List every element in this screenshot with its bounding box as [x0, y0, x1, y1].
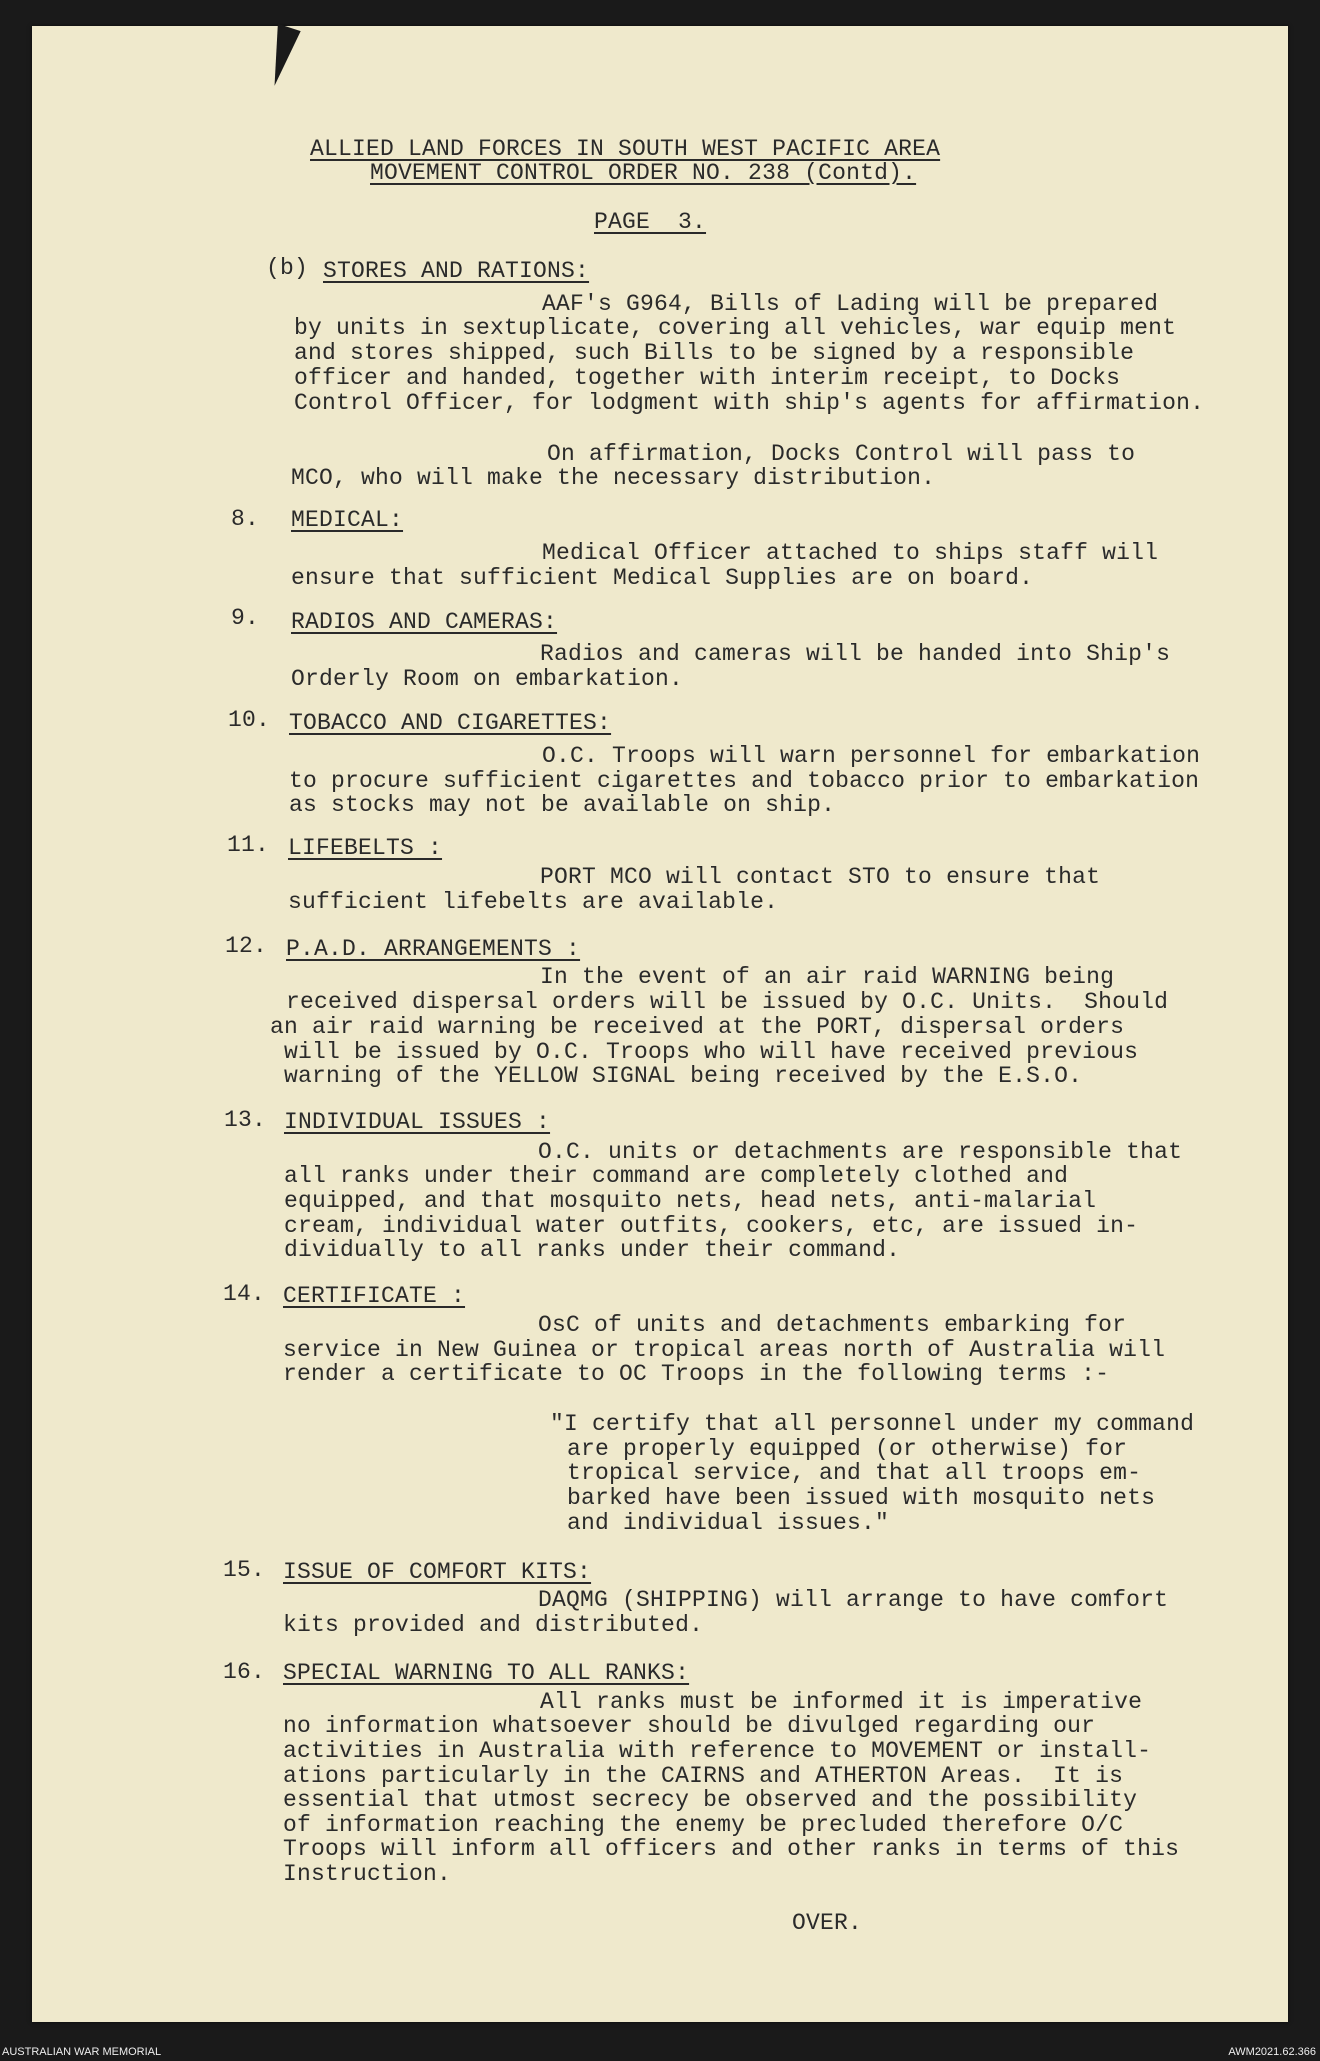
section-number: 11. — [227, 832, 270, 858]
section-number: 16. — [223, 1659, 266, 1685]
section-line: On affirmation, Docks Control will pass to — [547, 441, 1136, 467]
section-number: 15. — [223, 1557, 266, 1583]
section-title: MEDICAL: — [291, 507, 404, 533]
section-line: ensure that sufficient Medical Supplies are on board. — [291, 565, 1034, 591]
page-number: PAGE 3. — [594, 209, 707, 235]
section-line: Control Officer, for lodgment with ship's agents for affirmation. — [294, 390, 1205, 416]
footer-credit: AUSTRALIAN WAR MEMORIAL — [2, 2046, 162, 2058]
section-line: to procure sufficient cigarettes and tobacco prior to embarkation — [289, 768, 1200, 794]
section-number: 14. — [223, 1281, 266, 1307]
section-line: as stocks may not be available on ship. — [289, 792, 836, 818]
section-title: RADIOS AND CAMERAS: — [291, 609, 558, 635]
section-number: 10. — [228, 707, 271, 733]
section-line: O.C. Troops will warn personnel for embarkation — [542, 743, 1201, 769]
section-line: of information reaching the enemy be precluded therefore O/C — [283, 1812, 1124, 1838]
section-line: MCO, who will make the necessary distribution. — [291, 465, 936, 491]
section-line: dividually to all ranks under their command. — [284, 1237, 901, 1263]
section-line: by units in sextuplicate, covering all vehicles, war equip ment — [294, 315, 1177, 341]
section-line: warning of the YELLOW SIGNAL being received by the E.S.O. — [284, 1063, 1083, 1089]
section-line: In the event of an air raid WARNING being — [540, 964, 1115, 990]
section-title: TOBACCO AND CIGARETTES: — [289, 710, 612, 736]
certificate-quote: tropical service, and that all troops em- — [567, 1460, 1142, 1486]
section-line: will be issued by O.C. Troops who will have received previous — [284, 1039, 1139, 1065]
section-line: OsC of units and detachments embarking for — [538, 1312, 1127, 1338]
section-line: Instruction. — [283, 1861, 452, 1887]
section-line: O.C. units or detachments are responsible that — [538, 1139, 1183, 1165]
section-line: render a certificate to OC Troops in the following terms :- — [283, 1361, 1110, 1387]
section-line: Troops will inform all officers and other ranks in terms of this — [283, 1836, 1180, 1862]
header-line-2: MOVEMENT CONTROL ORDER NO. 238 (Contd). — [370, 160, 917, 186]
section-line: Medical Officer attached to ships staff will — [542, 540, 1159, 566]
section-line: officer and handed, together with interim receipt, to Docks — [294, 365, 1121, 391]
section-number: 8. — [231, 506, 260, 532]
over-marker: OVER. — [792, 1910, 863, 1936]
section-line: service in New Guinea or tropical areas north of Australia will — [283, 1337, 1166, 1363]
header-line-1: ALLIED LAND FORCES IN SOUTH WEST PACIFIC AREA — [310, 136, 941, 162]
section-line: and stores shipped, such Bills to be signed by a responsible — [294, 340, 1135, 366]
section-line: sufficient lifebelts are available. — [288, 889, 779, 915]
section-line: an air raid warning be received at the PORT, dispersal orders — [270, 1014, 1125, 1040]
certificate-quote: and individual issues." — [567, 1510, 890, 1536]
section-line: received dispersal orders will be issued by O.C. Units. Should — [286, 989, 1169, 1015]
section-line: Orderly Room on embarkation. — [291, 666, 684, 692]
section-title: ISSUE OF COMFORT KITS: — [283, 1559, 592, 1585]
section-number: (b) — [266, 255, 309, 281]
section-line: equipped, and that mosquito nets, head nets, anti-malarial — [284, 1188, 1097, 1214]
section-line: Radios and cameras will be handed into Ship's — [540, 641, 1171, 667]
certificate-quote: are properly equipped (or otherwise) for — [567, 1436, 1128, 1462]
section-line: ations particularly in the CAIRNS and ATHERTON Areas. It is — [283, 1763, 1124, 1789]
section-title: LIFEBELTS : — [288, 835, 443, 861]
section-number: 9. — [231, 605, 260, 631]
section-line: essential that utmost secrecy be observed and the possibility — [283, 1787, 1138, 1813]
section-title: P.A.D. ARRANGEMENTS : — [286, 936, 581, 962]
section-line: PORT MCO will contact STO to ensure that — [540, 864, 1101, 890]
section-line: no information whatsoever should be divulged regarding our — [283, 1713, 1096, 1739]
section-line: AAF's G964, Bills of Lading will be prepared — [542, 291, 1159, 317]
section-line: DAQMG (SHIPPING) will arrange to have comfort — [538, 1587, 1169, 1613]
section-title: SPECIAL WARNING TO ALL RANKS: — [283, 1660, 690, 1686]
certificate-quote: barked have been issued with mosquito nets — [567, 1485, 1156, 1511]
section-line: activities in Australia with reference to MOVEMENT or install- — [283, 1738, 1152, 1764]
section-line: kits provided and distributed. — [283, 1612, 704, 1638]
section-title: STORES AND RATIONS: — [323, 258, 590, 284]
footer-accession: AWM2021.62.366 — [1228, 2046, 1316, 2058]
section-title: INDIVIDUAL ISSUES : — [284, 1109, 551, 1135]
section-line: cream, individual water outfits, cookers, etc, are issued in- — [284, 1213, 1139, 1239]
section-line: all ranks under their command are completely clothed and — [284, 1163, 1069, 1189]
section-number: 12. — [225, 933, 268, 959]
section-line: All ranks must be informed it is imperative — [540, 1689, 1143, 1715]
section-number: 13. — [224, 1107, 267, 1133]
section-title: CERTIFICATE : — [283, 1283, 466, 1309]
certificate-quote: "I certify that all personnel under my command — [550, 1411, 1195, 1437]
